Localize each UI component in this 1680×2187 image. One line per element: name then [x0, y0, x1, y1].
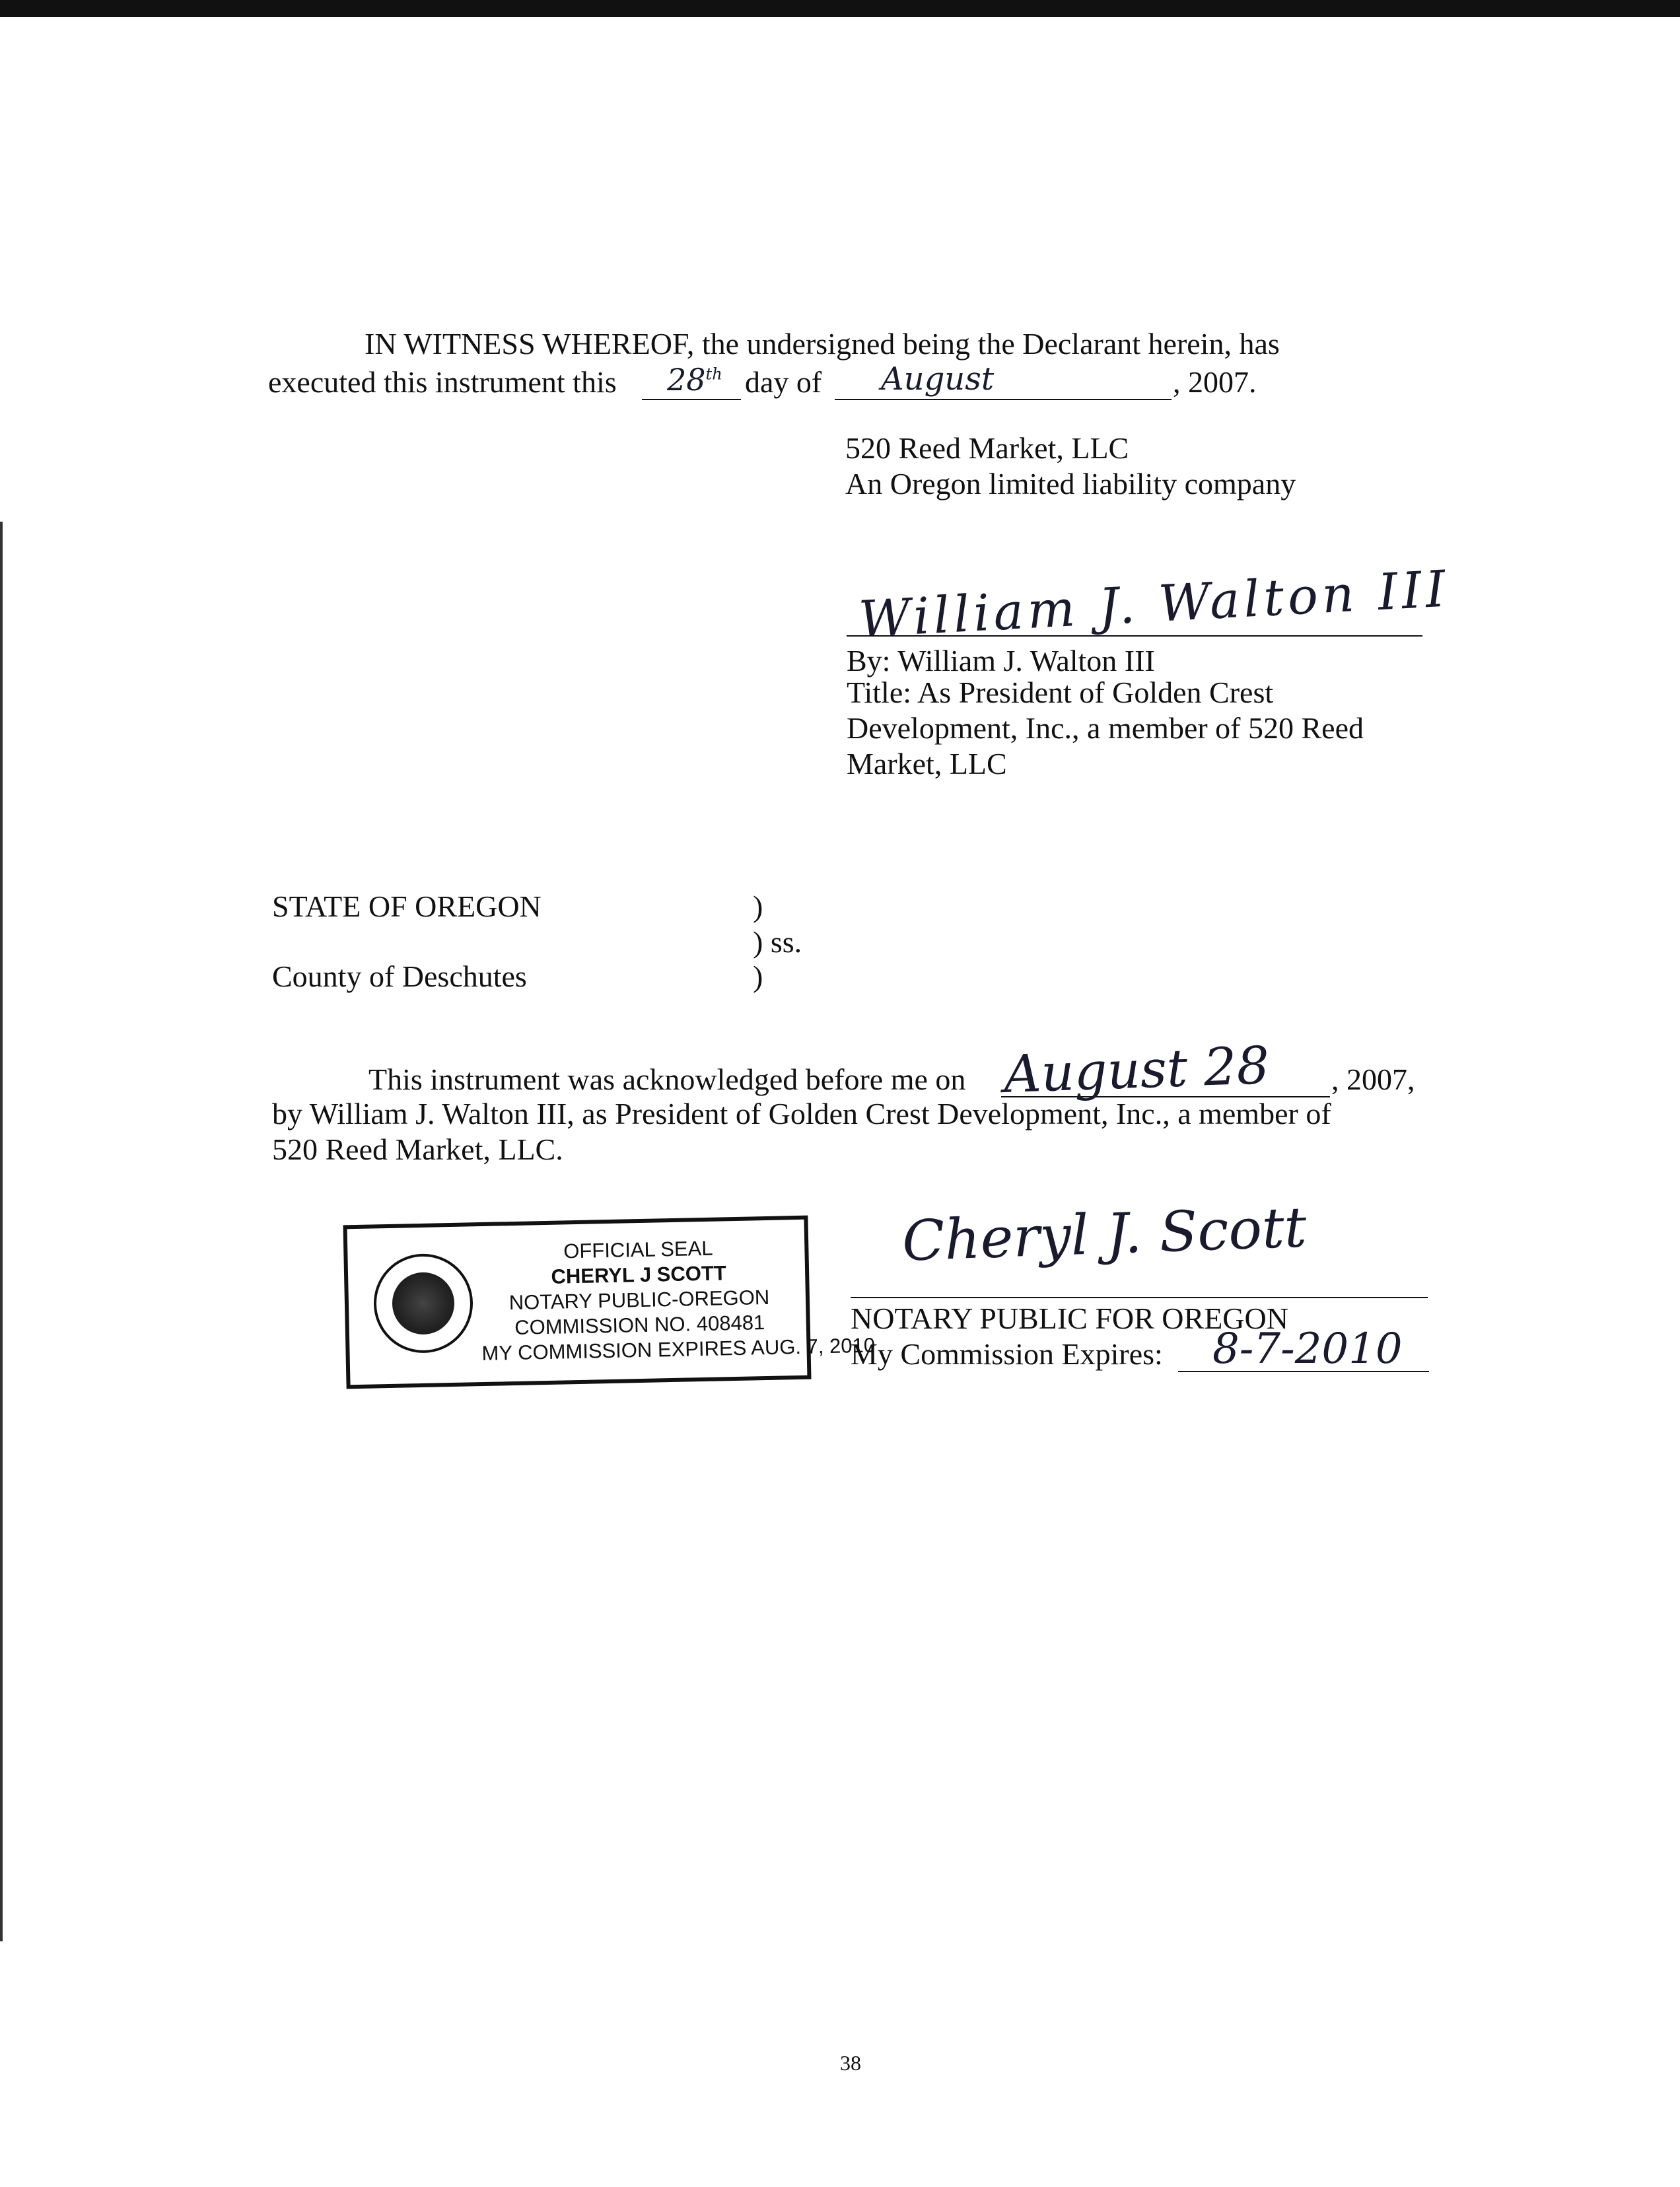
seal-notary-name: CHERYL J SCOTT — [551, 1261, 727, 1288]
signatory-title-3: Market, LLC — [847, 747, 1007, 781]
signatory-title-1: Title: As President of Golden Crest — [847, 676, 1274, 709]
seal-line-1: OFFICIAL SEAL — [563, 1236, 713, 1263]
month-blank — [835, 399, 1172, 400]
day-blank — [642, 399, 741, 400]
witness-line-2-mid: day of — [745, 365, 822, 399]
company-name: 520 Reed Market, LLC — [845, 431, 1129, 465]
scan-left-edge — [0, 522, 3, 1941]
day-handwritten: 28th — [667, 362, 722, 398]
venue-state: STATE OF OREGON — [272, 889, 542, 923]
venue-paren-3: ) — [753, 959, 763, 993]
commission-expires-label: My Commission Expires: — [851, 1337, 1163, 1371]
venue-county: County of Deschutes — [272, 959, 527, 993]
scan-top-edge — [0, 0, 1680, 17]
month-handwritten: August — [881, 361, 995, 398]
seal-commission-expiry: MY COMMISSION EXPIRES AUG. 7, 2010 — [481, 1333, 876, 1366]
witness-line-1: IN WITNESS WHEREOF, the undersigned being the Declarant herein, has — [365, 327, 1280, 361]
ack-line-2: by William J. Walton III, as President of Golden Crest Development, Inc., a member of — [272, 1097, 1331, 1130]
signatory-title-2: Development, Inc., a member of 520 Reed — [847, 711, 1364, 745]
witness-line-2-start: executed this instrument this — [268, 365, 617, 399]
ack-line-3: 520 Reed Market, LLC. — [272, 1132, 563, 1166]
walton-signature: William J. Walton III — [857, 559, 1451, 649]
notary-label: NOTARY PUBLIC FOR OREGON — [851, 1302, 1288, 1335]
venue-paren-1: ) — [753, 889, 763, 923]
official-seal-stamp — [343, 1216, 876, 1389]
company-type: An Oregon limited liability company — [845, 467, 1296, 501]
ack-line-1-start: This instrument was acknowledged before me on — [368, 1062, 966, 1096]
seal-commission-number: COMMISSION NO. 408481 — [514, 1311, 765, 1339]
seal-line-3: NOTARY PUBLIC-OREGON — [508, 1285, 770, 1315]
commission-expires-handwritten: 8-7-2010 — [1212, 1325, 1403, 1373]
walton-signature-line — [847, 635, 1422, 637]
page-number: 38 — [840, 2051, 861, 2075]
signatory-by: By: William J. Walton III — [847, 644, 1155, 677]
state-seal-emblem-icon — [372, 1253, 473, 1354]
venue-paren-ss: ) ss. — [753, 925, 802, 959]
ack-line-1-end: , 2007, — [1331, 1062, 1415, 1096]
ack-date-handwritten: August 28 — [1002, 1036, 1271, 1105]
notary-signature: Cheryl J. Scott — [901, 1195, 1308, 1274]
witness-line-2-end: , 2007. — [1173, 365, 1257, 399]
notary-signature-line — [851, 1297, 1428, 1298]
